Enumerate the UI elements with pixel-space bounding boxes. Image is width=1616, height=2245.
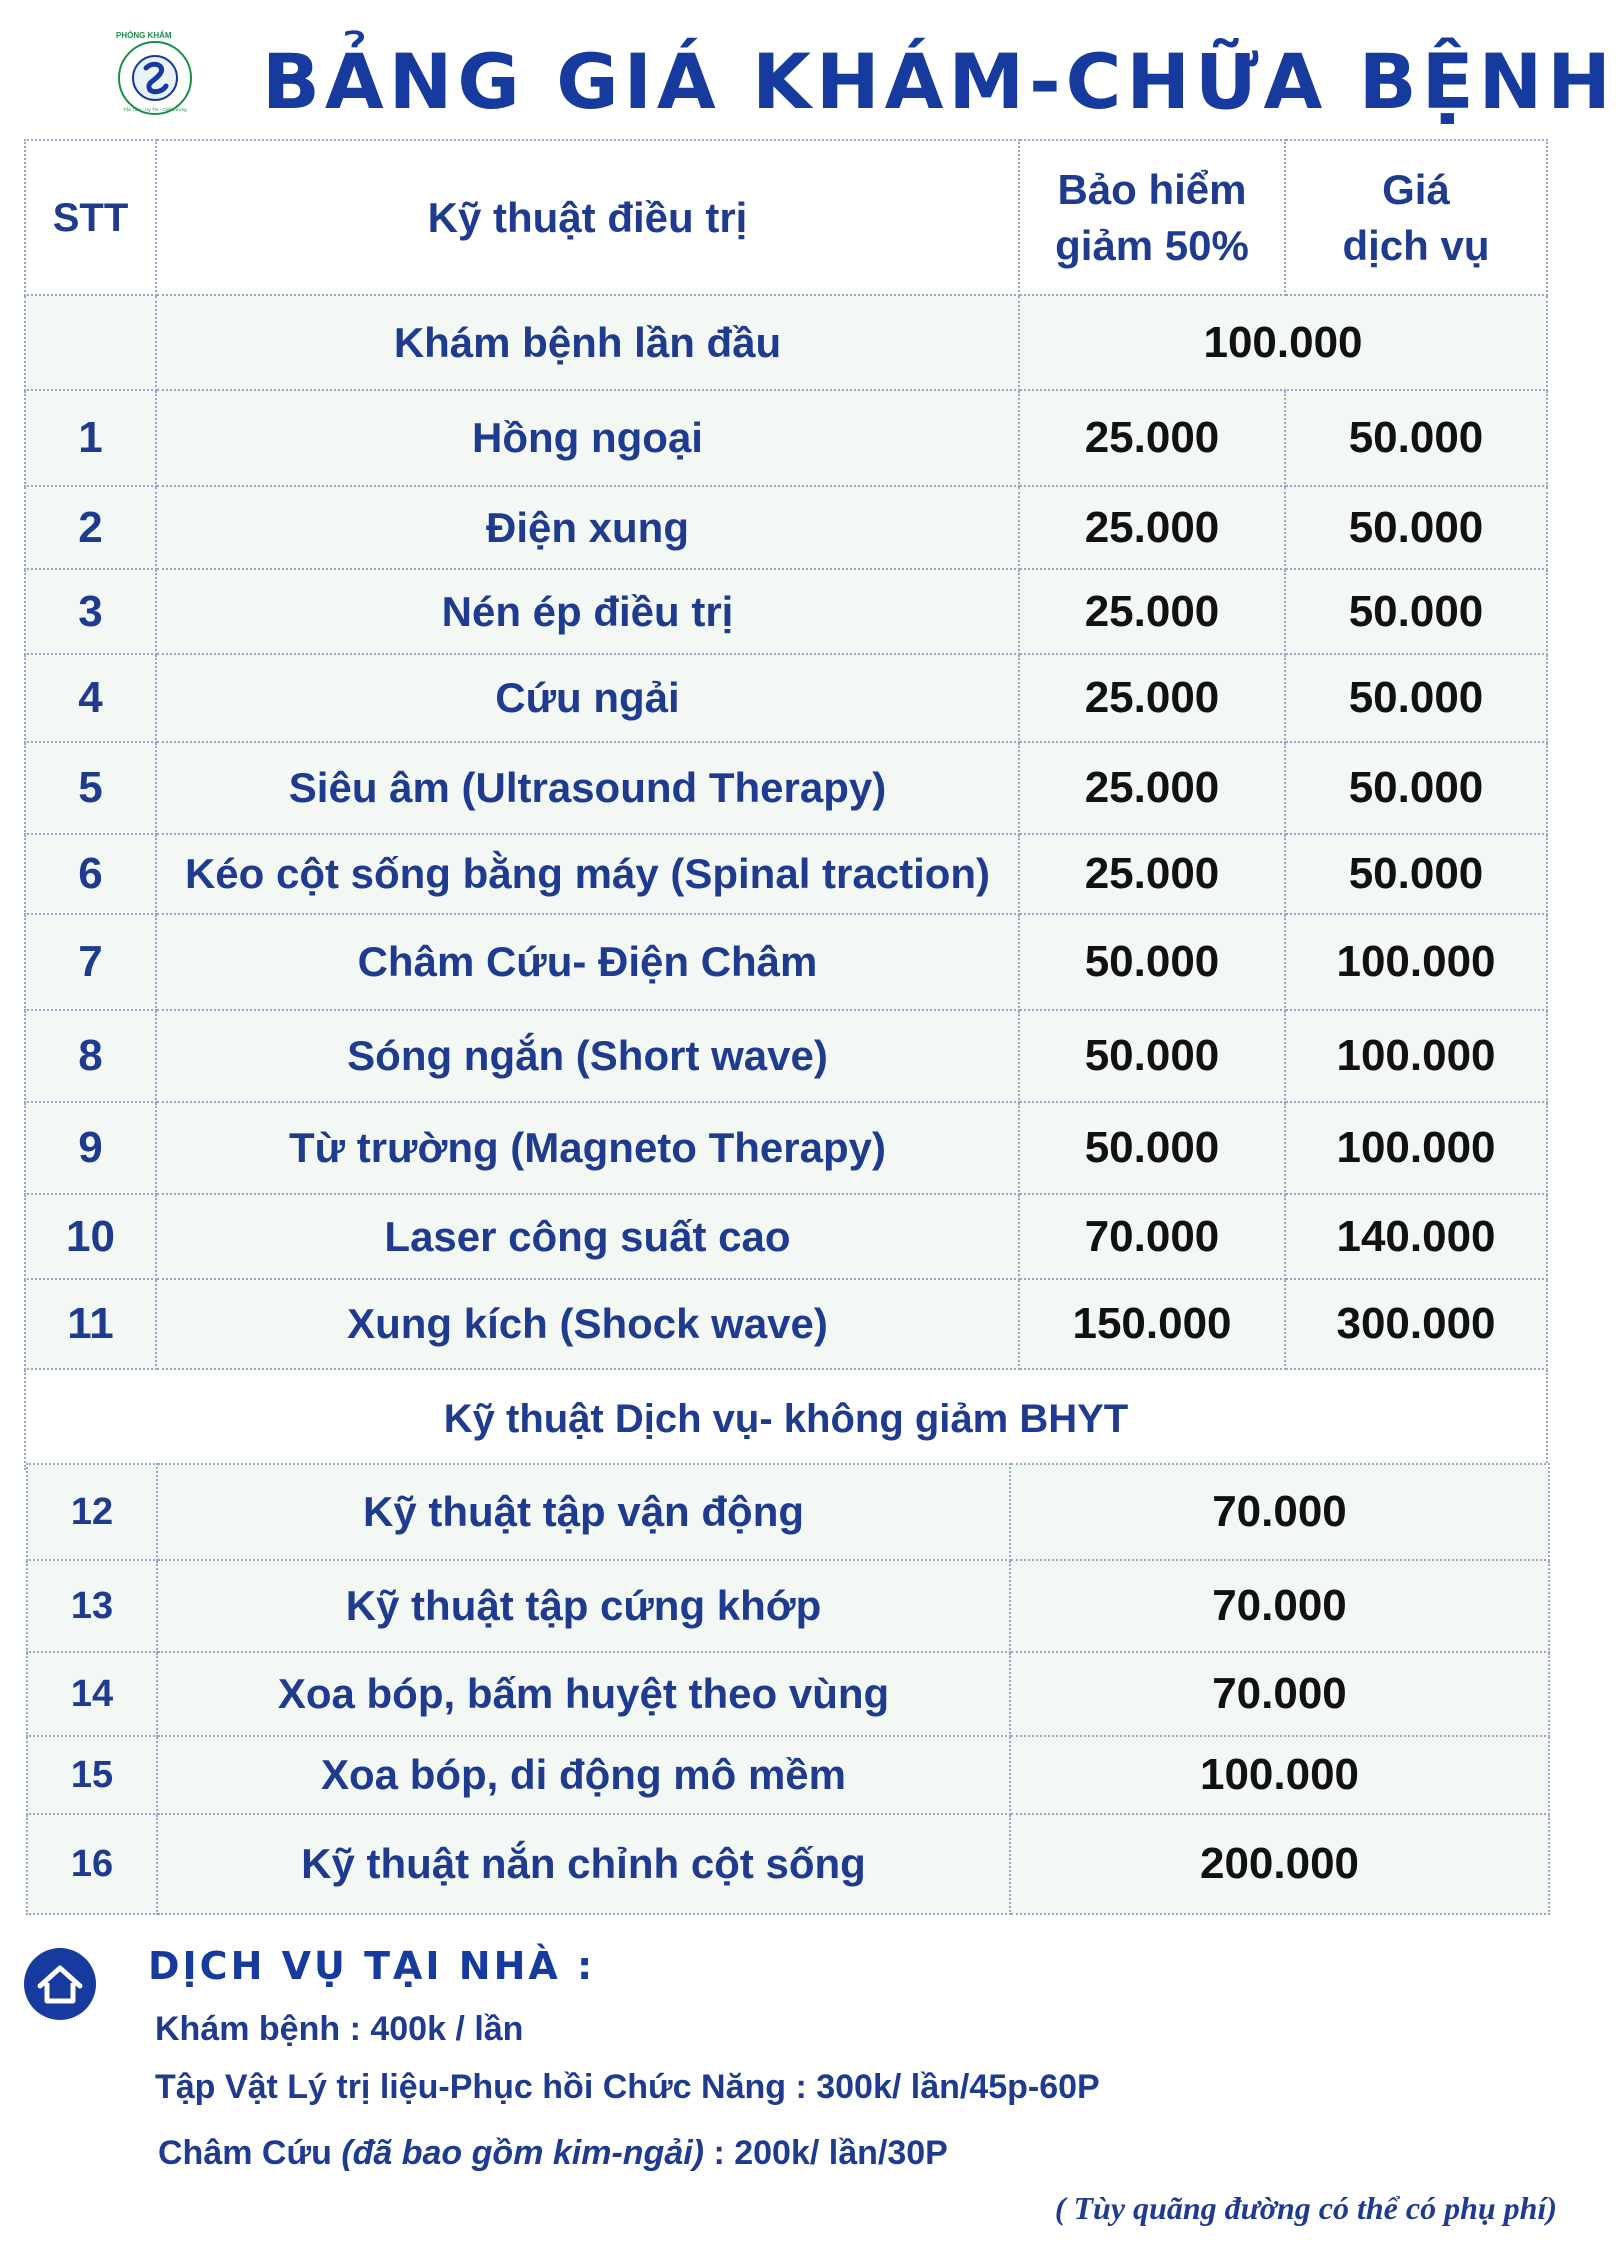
section-row <box>25 1369 1547 1469</box>
row-stt: 16 <box>27 1814 157 1914</box>
acupuncture-prefix: Châm Cứu <box>158 2134 342 2172</box>
row-service-price: 50.000 <box>1285 486 1547 569</box>
row-stt: 4 <box>25 654 156 742</box>
table-row <box>27 1560 1549 1652</box>
row-service-price: 50.000 <box>1285 390 1547 486</box>
price-table <box>24 139 1548 1470</box>
row-technique: Từ trường (Magneto Therapy) <box>156 1102 1019 1194</box>
logo-text-top: PHÒNG KHÁM <box>116 31 172 40</box>
acupuncture-includes: (đã bao gồm kim-ngải) <box>341 2134 704 2172</box>
page-title: BẢNG GIÁ KHÁM-CHỮA BỆNH <box>262 37 1616 126</box>
row-insurance-price: 50.000 <box>1019 914 1285 1010</box>
col-header-price <box>1285 140 1547 295</box>
table-row <box>25 654 1547 742</box>
row-stt: 15 <box>27 1736 157 1814</box>
row-service-price: 300.000 <box>1285 1279 1547 1369</box>
row-stt: 7 <box>25 914 156 1010</box>
logo-text-bottom: Tận Tâm - Uy Tín - Chất Lượng <box>123 107 187 112</box>
acupuncture-price: : 200k/ lần/30P <box>704 2134 948 2172</box>
row-service-price: 100.000 <box>1285 1102 1547 1194</box>
row-service-price: 50.000 <box>1285 569 1547 654</box>
row-technique: Xoa bóp, bấm huyệt theo vùng <box>157 1652 1010 1736</box>
first-visit-row <box>25 295 1547 390</box>
row-stt: 12 <box>27 1464 157 1560</box>
home-service-line-acupuncture <box>158 2134 948 2173</box>
table-row <box>25 1194 1547 1279</box>
row-technique: Kéo cột sống bằng máy (Spinal traction) <box>156 834 1019 914</box>
row-insurance-price: 25.000 <box>1019 834 1285 914</box>
row-technique: Xung kích (Shock wave) <box>156 1279 1019 1369</box>
table-row <box>25 834 1547 914</box>
row-service-price: 200.000 <box>1010 1814 1549 1914</box>
row-stt: 1 <box>25 390 156 486</box>
row-service-price: 50.000 <box>1285 834 1547 914</box>
row-insurance-price: 25.000 <box>1019 486 1285 569</box>
col-header-insurance <box>1019 140 1285 295</box>
row-insurance-price: 150.000 <box>1019 1279 1285 1369</box>
table-header-row <box>25 140 1547 295</box>
row-stt: 6 <box>25 834 156 914</box>
row-insurance-price: 25.000 <box>1019 569 1285 654</box>
row-technique: Siêu âm (Ultrasound Therapy) <box>156 742 1019 834</box>
table-row <box>25 742 1547 834</box>
row-service-price: 70.000 <box>1010 1464 1549 1560</box>
home-service-line-rehab: Tập Vật Lý trị liệu-Phục hồi Chức Năng : 300k/ lần/45p-60P <box>155 2068 1100 2106</box>
row-service-price: 100.000 <box>1010 1736 1549 1814</box>
service-price-table <box>26 1463 1550 1915</box>
table-row <box>25 1279 1547 1369</box>
row-technique: Kỹ thuật tập cứng khớp <box>157 1560 1010 1652</box>
row-service-price: 100.000 <box>1285 914 1547 1010</box>
table-row <box>27 1464 1549 1560</box>
row-technique: Kỹ thuật nắn chỉnh cột sống <box>157 1814 1010 1914</box>
table-row <box>27 1736 1549 1814</box>
clinic-logo <box>116 31 194 116</box>
row-stt: 3 <box>25 569 156 654</box>
surcharge-note: ( Tùy quãng đường có thể có phụ phí) <box>1054 2190 1557 2226</box>
row-service-price: 70.000 <box>1010 1560 1549 1652</box>
row-insurance-price: 50.000 <box>1019 1010 1285 1102</box>
row-service-price: 70.000 <box>1010 1652 1549 1736</box>
first-visit-stt <box>25 295 156 390</box>
table-row <box>25 914 1547 1010</box>
row-stt: 9 <box>25 1102 156 1194</box>
row-insurance-price: 50.000 <box>1019 1102 1285 1194</box>
row-service-price: 50.000 <box>1285 742 1547 834</box>
row-technique: Nén ép điều trị <box>156 569 1019 654</box>
row-stt: 14 <box>27 1652 157 1736</box>
table-row <box>25 569 1547 654</box>
home-icon <box>22 1946 98 2022</box>
col-header-technique: Kỹ thuật điều trị <box>156 140 1019 295</box>
row-technique: Kỹ thuật tập vận động <box>157 1464 1010 1560</box>
row-service-price: 140.000 <box>1285 1194 1547 1279</box>
row-technique: Sóng ngắn (Short wave) <box>156 1010 1019 1102</box>
row-technique: Điện xung <box>156 486 1019 569</box>
col-header-insurance-line1: Bảo hiểm <box>1057 165 1247 213</box>
row-insurance-price: 25.000 <box>1019 742 1285 834</box>
row-technique: Hồng ngoại <box>156 390 1019 486</box>
table-row <box>25 1010 1547 1102</box>
row-stt: 13 <box>27 1560 157 1652</box>
first-visit-price: 100.000 <box>1019 295 1547 390</box>
table-row <box>25 486 1547 569</box>
first-visit-label: Khám bệnh lần đầu <box>156 295 1019 390</box>
row-insurance-price: 25.000 <box>1019 654 1285 742</box>
col-header-insurance-line2: giảm 50% <box>1055 221 1249 269</box>
col-header-stt: STT <box>25 140 156 295</box>
row-stt: 11 <box>25 1279 156 1369</box>
row-stt: 10 <box>25 1194 156 1279</box>
row-stt: 2 <box>25 486 156 569</box>
col-header-price-line2: dịch vụ <box>1342 221 1490 269</box>
section-label: Kỹ thuật Dịch vụ- không giảm BHYT <box>25 1369 1547 1469</box>
table-row <box>25 1102 1547 1194</box>
row-technique: Cứu ngải <box>156 654 1019 742</box>
row-technique: Xoa bóp, di động mô mềm <box>157 1736 1010 1814</box>
table-row <box>27 1814 1549 1914</box>
row-stt: 8 <box>25 1010 156 1102</box>
row-stt: 5 <box>25 742 156 834</box>
row-service-price: 100.000 <box>1285 1010 1547 1102</box>
table-row <box>25 390 1547 486</box>
home-service-line-exam: Khám bệnh : 400k / lần <box>155 2010 524 2048</box>
row-insurance-price: 25.000 <box>1019 390 1285 486</box>
col-header-price-line1: Giá <box>1382 165 1450 213</box>
row-technique: Laser công suất cao <box>156 1194 1019 1279</box>
home-service-title: DỊCH VỤ TẠI NHÀ : <box>148 1944 596 1988</box>
row-technique: Châm Cứu- Điện Châm <box>156 914 1019 1010</box>
row-service-price: 50.000 <box>1285 654 1547 742</box>
table-row <box>27 1652 1549 1736</box>
row-insurance-price: 70.000 <box>1019 1194 1285 1279</box>
